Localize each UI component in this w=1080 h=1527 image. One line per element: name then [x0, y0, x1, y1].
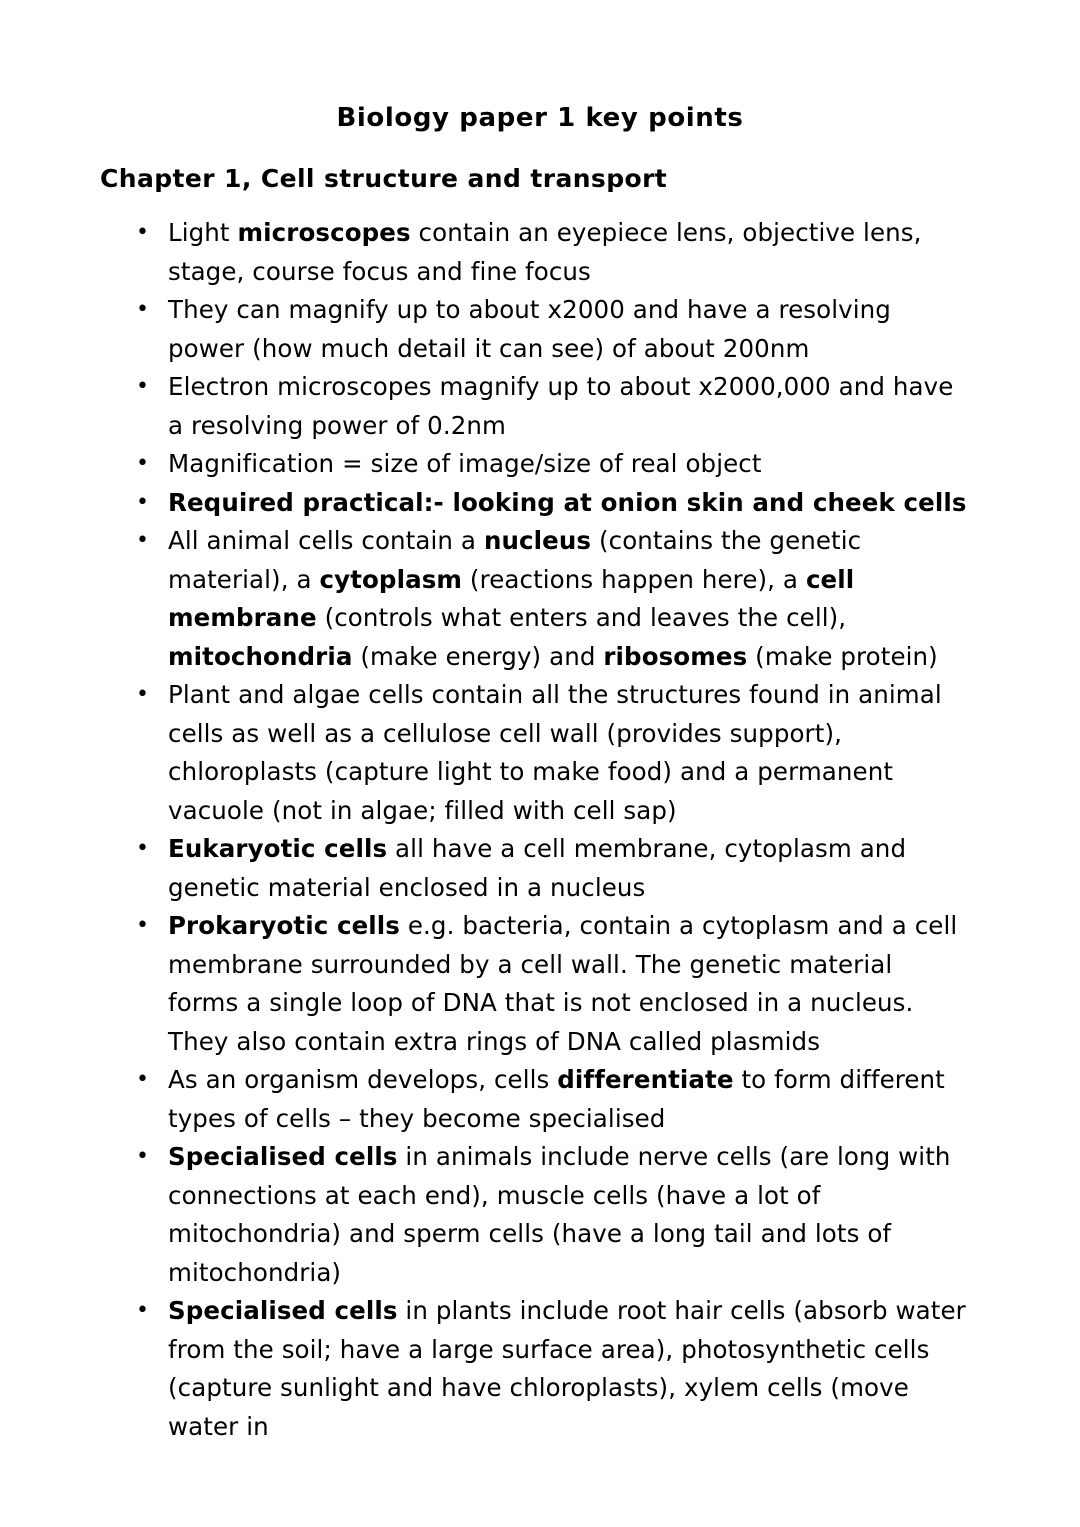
bullet-marker-icon: • — [136, 1067, 150, 1093]
bullet-marker-icon: • — [136, 374, 150, 400]
bullet-marker-icon: • — [136, 528, 150, 554]
emphasis-term: mitochondria — [168, 641, 353, 671]
bullet-marker-icon: • — [136, 489, 150, 515]
list-item — [0, 368, 1080, 445]
key-points-list — [0, 192, 1080, 1446]
emphasis-term: nucleus — [483, 526, 592, 556]
list-item-text: They can magnify up to about x2000 and have a resolving power (how much detail it can see) of about 200nm — [168, 295, 891, 363]
chapter-heading: Chapter 1, Cell structure and transport — [100, 163, 668, 193]
list-item-text: Magnification = size of image/size of real object — [168, 449, 762, 479]
bullet-marker-icon: • — [136, 297, 150, 323]
list-item — [0, 1061, 1080, 1138]
bullet-marker-icon: • — [136, 836, 150, 862]
list-item-text: Specialised cells in animals include nerve cells (are long with connections at each end), muscle cells (have a lot of mitochondria) and sperm cells (have a long tail and lots of mitochondria) — [168, 1142, 951, 1287]
emphasis-term: differentiate — [557, 1065, 734, 1095]
list-item-text: Specialised cells in plants include root hair cells (absorb water from the soil; have a large surface area), photosynthetic cells (capture sunlight and have chloroplasts), xylem cells (move water in — [168, 1296, 966, 1441]
list-item-text: Prokaryotic cells e.g. bacteria, contain a cytoplasm and a cell membrane surrounded by a cell wall. The genetic material forms a single loop of DNA that is not enclosed in a nucleus. They also contain extra rings of DNA called plasmids — [168, 911, 958, 1056]
list-item-text: As an organism develops, cells differentiate to form different types of cells – they become specialised — [168, 1065, 945, 1133]
emphasis-term: Specialised cells — [168, 1142, 398, 1172]
bullet-marker-icon: • — [136, 913, 150, 939]
list-item-text: Required practical:- looking at onion skin and cheek cells — [168, 487, 967, 517]
emphasis-term: cell membrane — [168, 564, 855, 633]
list-item — [0, 907, 1080, 1061]
emphasis-term: cytoplasm — [319, 564, 463, 594]
list-item — [0, 214, 1080, 291]
emphasis-term: Specialised cells — [168, 1296, 398, 1326]
list-item — [0, 1292, 1080, 1446]
bullet-marker-icon: • — [136, 1298, 150, 1324]
list-item — [0, 676, 1080, 830]
list-item — [0, 830, 1080, 907]
emphasis-term: Eukaryotic cells — [168, 834, 388, 864]
list-item — [0, 445, 1080, 484]
bullet-marker-icon: • — [136, 451, 150, 477]
emphasis-term: Prokaryotic cells — [168, 911, 400, 941]
bullet-marker-icon: • — [136, 220, 150, 246]
list-item-text: Electron microscopes magnify up to about x2000,000 and have a resolving power of 0.2nm — [168, 372, 954, 440]
list-item-text: Eukaryotic cells all have a cell membrane, cytoplasm and genetic material enclosed in a nucleus — [168, 834, 907, 902]
emphasis-term: microscopes — [237, 218, 411, 248]
list-item — [0, 484, 1080, 523]
page-title: Biology paper 1 key points — [336, 103, 744, 133]
list-item — [0, 1138, 1080, 1292]
bullet-marker-icon: • — [136, 682, 150, 708]
list-item-text: All animal cells contain a nucleus (contains the genetic material), a cytoplasm (reactions happen here), a cell membrane (controls what enters and leaves the cell), mitochondria (make energy) and ribosomes (make protein) — [168, 526, 938, 671]
list-item-text: Light microscopes contain an eyepiece lens, objective lens, stage, course focus and fine focus — [168, 218, 922, 286]
list-item — [0, 291, 1080, 368]
emphasis-term: ribosomes — [603, 641, 748, 671]
bullet-marker-icon: • — [136, 1144, 150, 1170]
list-item-text: Plant and algae cells contain all the structures found in animal cells as well as a cellulose cell wall (provides support), chloroplasts (capture light to make food) and a permanent vacuole (not in algae; filled with cell sap) — [168, 680, 942, 825]
list-item — [0, 522, 1080, 676]
